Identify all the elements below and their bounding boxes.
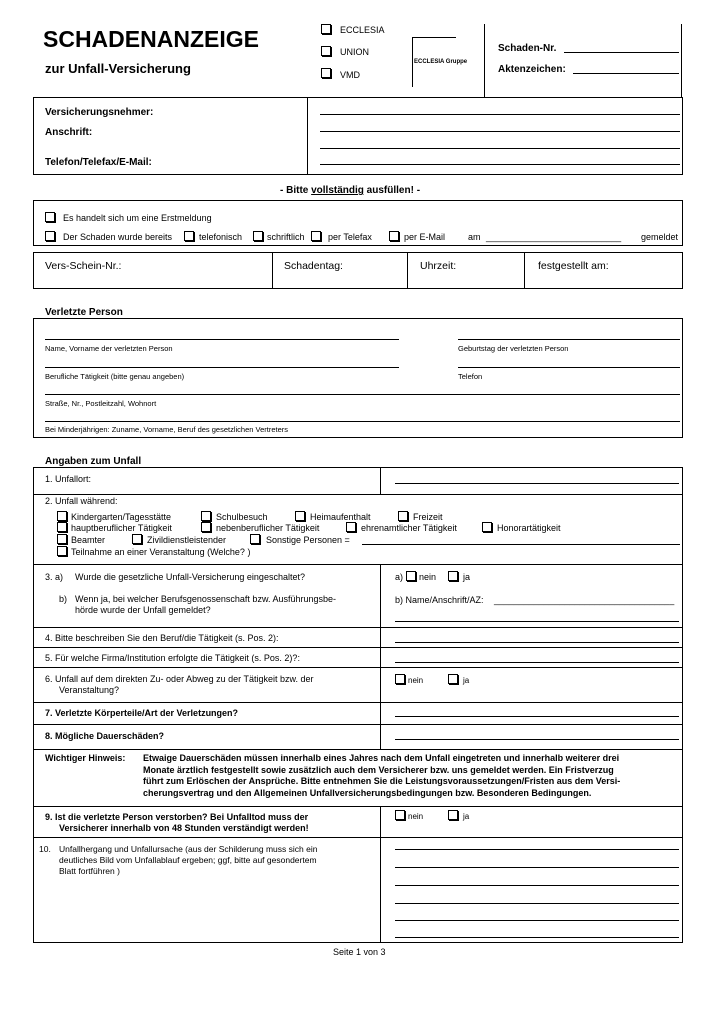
insurer-ecclesia-label: ECCLESIA [340, 25, 385, 35]
q10-field-4[interactable] [395, 903, 679, 904]
telefon-field[interactable] [320, 164, 680, 165]
q9-nein-label: nein [408, 812, 424, 821]
sonstige-label: Sonstige Personen = [266, 535, 350, 545]
name-field[interactable] [45, 339, 399, 340]
checkbox-beamter[interactable] [57, 534, 67, 544]
q3b-answer-field-2[interactable] [395, 621, 679, 622]
q3b-answer-label: b) Name/Anschrift/AZ: [395, 595, 484, 605]
q8-field[interactable] [395, 739, 679, 740]
q7-label: 7. Verletzte Körperteile/Art der Verletzungen? [45, 708, 239, 718]
q10-number: 10. [39, 844, 51, 854]
unfallort-field[interactable] [395, 483, 679, 484]
hinweis-text: Etwaige Dauerschäden müssen innerhalb eines Jahres nach dem Unfall eingetreten und innerhalb weiterer drei Monate ärztlich festgestellt sowie zusätzlich auch dem Versicherer bzw. uns gemeldet werden. Ein Fristverzug führt zum Erlöschen der Ansprüche. Bitte entnehmen Sie die Leistungsvoraussetzungen/Fristen aus dem Versi- cherungsvertrag und den Allgemeinen Unfallversicherungsbedingungen bzw. Besonderen Bedingungen. [143, 753, 621, 798]
checkbox-honorar[interactable] [482, 522, 492, 532]
checkbox-schriftlich[interactable] [253, 231, 263, 241]
telefonisch-label: telefonisch [199, 232, 243, 242]
geburtstag-label: Geburtstag der verletzten Person [458, 344, 569, 353]
q6-line1: 6. Unfall auf dem direkten Zu- oder Abweg zu der Tätigkeit bzw. der [45, 674, 314, 684]
q10-field-6[interactable] [395, 937, 679, 938]
checkbox-q6-ja[interactable] [448, 674, 458, 684]
unfall-heading: Angaben zum Unfall [45, 456, 142, 467]
checkbox-heimaufenthalt[interactable] [295, 511, 305, 521]
q3a-answer-prefix: a) [395, 572, 404, 582]
checkbox-q3a-nein[interactable] [406, 571, 416, 581]
checkbox-freizeit[interactable] [398, 511, 408, 521]
gemeldet-label: gemeldet [641, 232, 679, 242]
checkbox-q9-nein[interactable] [395, 810, 405, 820]
am-date-field[interactable]: ___________________________ [486, 232, 622, 242]
hinweis-label: Wichtiger Hinweis: [45, 753, 126, 763]
checkbox-q9-ja[interactable] [448, 810, 458, 820]
strasse-field[interactable] [45, 394, 680, 395]
q4-label: 4. Bitte beschreiben Sie den Beruf/die Tätigkeit (s. Pos. 2): [45, 633, 279, 643]
q3a-label: Wurde die gesetzliche Unfall-Versicherung eingeschaltet? [75, 572, 305, 582]
page-subtitle: zur Unfall-Versicherung [45, 61, 191, 76]
sonstige-field[interactable] [362, 544, 680, 545]
telefon-person-field[interactable] [458, 367, 680, 368]
q6-nein-label: nein [408, 676, 424, 685]
checkbox-ecclesia[interactable] [321, 24, 331, 34]
q6-line2: Veranstaltung? [59, 685, 120, 695]
aktenzeichen-label: Aktenzeichen: [498, 64, 566, 75]
heimaufenthalt-label: Heimaufenthalt [310, 512, 371, 522]
q3a-number: 3. a) [45, 572, 64, 582]
q10-field-1[interactable] [395, 849, 679, 850]
kindergarten-label: Kindergarten/Tagesstätte [71, 512, 172, 522]
veranstaltung-label: Teilnahme an einer Veranstaltung (Welche? ) [71, 547, 251, 557]
page-title: SCHADENANZEIGE [43, 26, 259, 52]
honorar-label: Honorartätigkeit [497, 523, 561, 533]
uhrzeit-label: Uhrzeit: [420, 260, 457, 272]
minderjaehrig-label: Bei Minderjährigen: Zuname, Vorname, Beruf des gesetzlichen Vertreters [45, 425, 289, 434]
schriftlich-label: schriftlich [267, 232, 305, 242]
q9-line2: Versicherer innerhalb von 48 Stunden verständigt werden! [59, 823, 309, 833]
q9-line1: 9. Ist die verletzte Person verstorben? Bei Unfalltod muss der [45, 812, 309, 822]
schadentag-label: Schadentag: [284, 260, 343, 272]
taetigkeit-field[interactable] [45, 367, 399, 368]
insurer-union-label: UNION [340, 47, 369, 57]
checkbox-q3a-ja[interactable] [448, 571, 458, 581]
q3a-nein-label: nein [419, 572, 437, 582]
checkbox-vmd[interactable] [321, 68, 331, 78]
logo-text: ECCLESIA Gruppe [414, 59, 468, 65]
q3a-ja-label: ja [463, 572, 471, 582]
q3b-answer-field[interactable]: ____________________________________ [494, 595, 675, 605]
schaden-nr-field[interactable] [564, 52, 679, 53]
checkbox-union[interactable] [321, 46, 331, 56]
q2-label: 2. Unfall während: [45, 496, 118, 506]
verletzte-person-heading: Verletzte Person [45, 307, 123, 318]
freizeit-label: Freizeit [413, 512, 443, 522]
q3b-number: b) [59, 594, 68, 604]
q1-label: 1. Unfallort: [45, 474, 92, 484]
telefon-label: Telefon/Telefax/E-Mail: [45, 157, 152, 168]
checkbox-telefonisch[interactable] [184, 231, 194, 241]
checkbox-erstmeldung[interactable] [45, 212, 55, 222]
q5-field[interactable] [395, 662, 679, 663]
checkbox-veranstaltung[interactable] [57, 546, 67, 556]
schulbesuch-label: Schulbesuch [216, 512, 268, 522]
telefax-label: per Telefax [328, 232, 372, 242]
q7-field[interactable] [395, 716, 679, 717]
checkbox-email[interactable] [389, 231, 399, 241]
q3b-line1: Wenn ja, bei welcher Berufsgenossenschaft bzw. Ausführungsbe- [75, 594, 336, 604]
checkbox-ehrenamt[interactable] [346, 522, 356, 532]
completion-notice: - Bitte vollständig ausfüllen! - [280, 185, 421, 196]
page-number: Seite 1 von 3 [333, 947, 386, 957]
checkbox-schulbesuch[interactable] [201, 511, 211, 521]
nebenberuf-label: nebenberuflicher Tätigkeit [216, 523, 320, 533]
aktenzeichen-field[interactable] [573, 73, 679, 74]
hauptberuf-label: hauptberuflicher Tätigkeit [71, 523, 172, 533]
checkbox-nebenberuf[interactable] [201, 522, 211, 532]
checkbox-q6-nein[interactable] [395, 674, 405, 684]
anschrift-label: Anschrift: [45, 127, 93, 138]
name-label: Name, Vorname der verletzten Person [45, 344, 173, 353]
q10-field-5[interactable] [395, 920, 679, 921]
checkbox-hauptberuf[interactable] [57, 522, 67, 532]
vers-schein-label: Vers-Schein-Nr.: [45, 260, 122, 272]
q10-text: Unfallhergang und Unfallursache (aus der Schilderung muss sich ein deutliches Bild vom Unfallablauf ergeben; ggf, bitte auf gesondertem Blatt fortführen ) [59, 844, 318, 876]
q10-field-3[interactable] [395, 885, 679, 886]
anschrift-field-1[interactable] [320, 131, 680, 132]
email-label: per E-Mail [404, 232, 446, 242]
minderjaehrig-field[interactable] [45, 421, 680, 422]
zivildienst-label: Zivildienstleistender [147, 535, 227, 545]
q9-ja-label: ja [463, 812, 470, 821]
insurer-vmd-label: VMD [340, 70, 360, 80]
telefon-person-label: Telefon [458, 372, 483, 381]
anschrift-field-2[interactable] [320, 148, 680, 149]
schaden-nr-label: Schaden-Nr. [498, 43, 557, 54]
q6-ja-label: ja [463, 676, 470, 685]
beamter-label: Beamter [71, 535, 106, 545]
checkbox-kindergarten[interactable] [57, 511, 67, 521]
bereits-label: Der Schaden wurde bereits [63, 232, 173, 242]
checkbox-bereits-gemeldet[interactable] [45, 231, 55, 241]
versicherungsnehmer-field[interactable] [320, 114, 680, 115]
geburtstag-field[interactable] [458, 339, 680, 340]
q3b-line2: hörde wurde der Unfall gemeldet? [75, 605, 211, 615]
ehrenamt-label: ehrenamtlicher Tätigkeit [361, 523, 457, 533]
am-label: am [468, 232, 481, 242]
q10-field-2[interactable] [395, 867, 679, 868]
q8-label: 8. Mögliche Dauerschäden? [45, 731, 165, 741]
festgestellt-label: festgestellt am: [538, 260, 609, 272]
ecclesia-logo [412, 37, 478, 87]
erstmeldung-label: Es handelt sich um eine Erstmeldung [63, 213, 212, 223]
strasse-label: Straße, Nr., Postleitzahl, Wohnort [45, 399, 157, 408]
q5-label: 5. Für welche Firma/Institution erfolgte die Tätigkeit (s. Pos. 2)?: [45, 653, 300, 663]
checkbox-sonstige[interactable] [250, 534, 260, 544]
checkbox-telefax[interactable] [311, 231, 321, 241]
q4-field[interactable] [395, 642, 679, 643]
checkbox-zivildienst[interactable] [132, 534, 142, 544]
taetigkeit-label: Berufliche Tätigkeit (bitte genau angeben) [45, 372, 185, 381]
versicherungsnehmer-label: Versicherungsnehmer: [45, 107, 154, 118]
